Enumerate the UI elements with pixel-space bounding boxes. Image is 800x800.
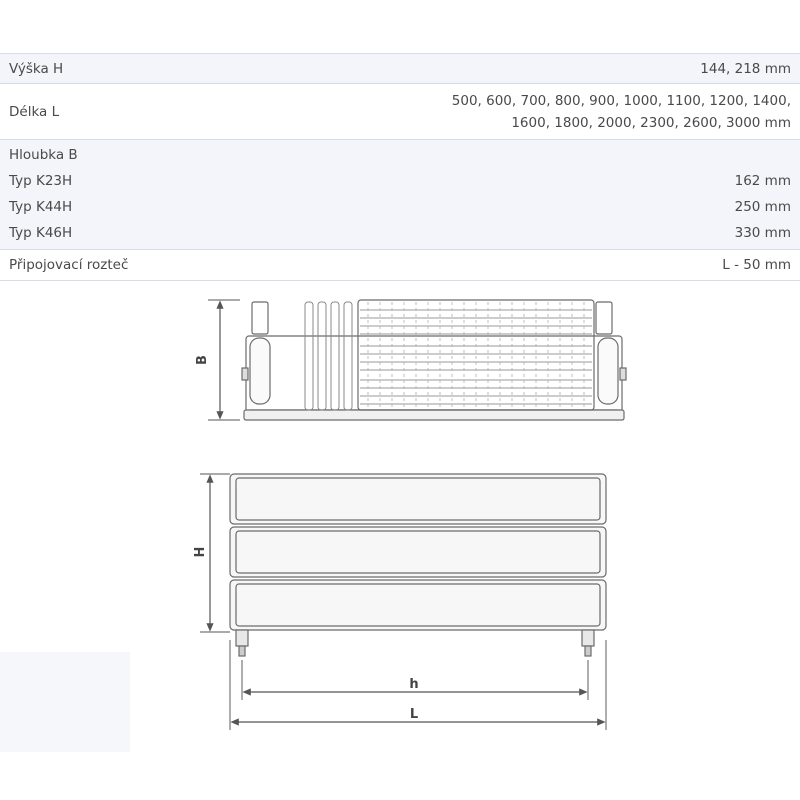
radiator-panel bbox=[230, 527, 606, 577]
top-view bbox=[208, 300, 626, 420]
spec-label: Připojovací rozteč bbox=[9, 257, 129, 273]
connector bbox=[236, 630, 248, 646]
radiator-panel bbox=[230, 474, 606, 524]
radiator-panel bbox=[230, 580, 606, 630]
spec-label: Délka L bbox=[9, 103, 60, 120]
front-view bbox=[200, 474, 606, 730]
dimension-b-label: B bbox=[195, 355, 210, 365]
dimension-l-label: L bbox=[409, 707, 419, 722]
connector bbox=[582, 630, 594, 646]
spec-value: L - 50 mm bbox=[722, 257, 791, 273]
spec-label: Hloubka B bbox=[9, 147, 78, 163]
spec-value: 144, 218 mm bbox=[700, 60, 791, 77]
spec-value: 250 mm bbox=[734, 199, 791, 215]
spec-label: Typ K23H bbox=[9, 173, 73, 189]
spec-value: 162 mm bbox=[734, 173, 791, 189]
spec-label: Typ K44H bbox=[9, 199, 73, 215]
spec-label: Výška H bbox=[9, 60, 64, 77]
spec-value-line: 500, 600, 700, 800, 900, 1000, 1100, 1200, 1400, bbox=[451, 92, 791, 109]
dimension-h-label: H bbox=[193, 546, 208, 558]
spec-value-line: 1600, 1800, 2000, 2300, 2600, 3000 mm bbox=[511, 114, 791, 131]
spec-value: 330 mm bbox=[734, 225, 791, 241]
dimension-connection-label: h bbox=[409, 677, 419, 692]
spec-label: Typ K46H bbox=[9, 225, 73, 241]
